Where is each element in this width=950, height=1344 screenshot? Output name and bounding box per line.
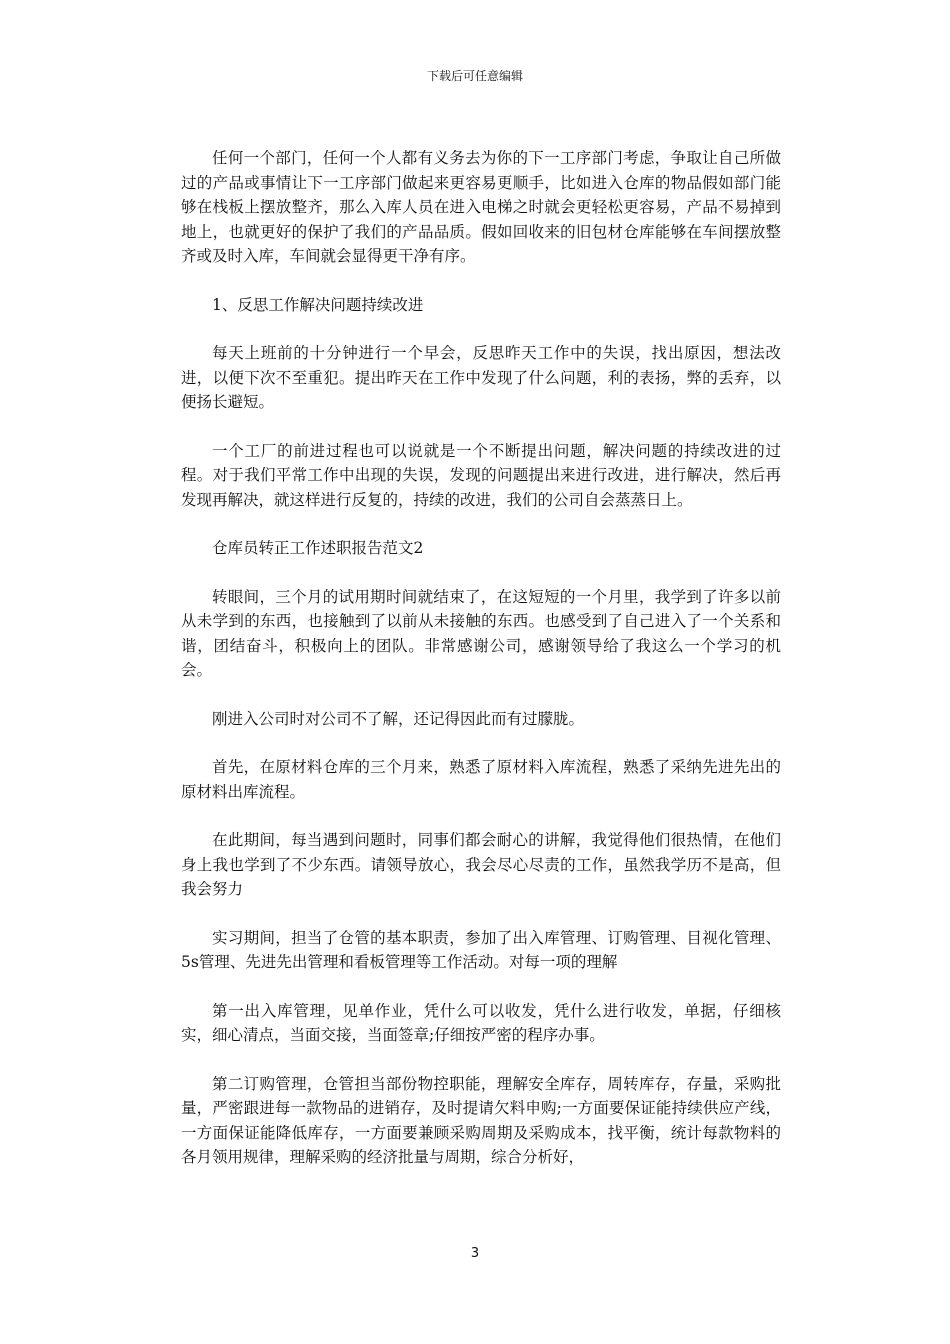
document-body bbox=[181, 146, 781, 1194]
paragraph: 一个工厂的前进过程也可以说就是一个不断提出问题，解决问题的持续改进的过程。对于我们平常工作中出现的失误，发现的问题提出来进行改进，进行解决，然后再发现再解决，就这样进行反复的，持续的改进，我们的公司自会蒸蒸日上。 bbox=[181, 441, 781, 509]
paragraph: 任何一个部门，任何一个人都有义务去为你的下一工序部门考虑，争取让自己所做过的产品或事情让下一工序部门做起来更容易更顺手，比如进入仓库的物品假如部门能够在栈板上摆放整齐，那么入库人员在进入电梯之时就会更轻松更容易，产品不易掉到地上，也就更好的保护了我们的产品品质。假如回收来的旧包材仓库能够在车间摆放整齐或及时入库，车间就会显得更干净有序。 bbox=[181, 149, 781, 265]
paragraph: 首先，在原材料仓库的三个月来，熟悉了原材料入库流程，熟悉了采纳先进先出的原材料出库流程。 bbox=[181, 758, 781, 801]
paragraph: 第二订购管理，仓管担当部份物控职能，理解安全库存，周转库存，存量，采购批量，严密跟进每一款物品的进销存，及时提请欠料申购;一方面要保证能持续供应产线，一方面保证能降低库存，一方面要兼顾采购周期及采购成本，找平衡，统计每款物料的各月领用规律，理解采购的经济批量与周期，综合分析好， bbox=[181, 1074, 781, 1166]
section-heading: 1、反思工作解决问题持续改进 bbox=[212, 295, 424, 314]
paragraph: 实习期间，担当了仓管的基本职责，参加了出入库管理、订购管理、目视化管理、5s管理、先进先出管理和看板管理等工作活动。对每一项的理解 bbox=[181, 928, 781, 971]
paragraph: 第一出入库管理，见单作业，凭什么可以收发，凭什么进行收发，单据，仔细核实，细心清点，当面交接，当面签章;仔细按严密的程序办事。 bbox=[181, 1001, 781, 1044]
page-number: 3 bbox=[470, 1246, 480, 1261]
page-header: 下载后可任意编辑 bbox=[426, 69, 523, 83]
paragraph: 刚进入公司时对公司不了解，还记得因此而有过朦胧。 bbox=[212, 709, 585, 728]
section-heading: 仓库员转正工作述职报告范文2 bbox=[212, 539, 424, 557]
paragraph: 转眼间，三个月的试用期时间就结束了，在这短短的一个月里，我学到了许多以前从未学到的东西，也接触到了以前从未接触的东西。也感受到了自己进入了一个关系和谐，团结奋斗，积极向上的团队。非常感谢公司，感谢领导给了我这么一个学习的机会。 bbox=[181, 587, 781, 679]
paragraph: 每天上班前的十分钟进行一个早会，反思昨天工作中的失误，找出原因，想法改进，以便下次不至重犯。提出昨天在工作中发现了什么问题，利的表扬，弊的丢弃，以便扬长避短。 bbox=[181, 344, 781, 411]
paragraph: 在此期间，每当遇到问题时，同事们都会耐心的讲解，我觉得他们很热情，在他们身上我也学到了不少东西。请领导放心，我会尽心尽责的工作，虽然我学历不是高，但我会努力 bbox=[181, 831, 781, 898]
